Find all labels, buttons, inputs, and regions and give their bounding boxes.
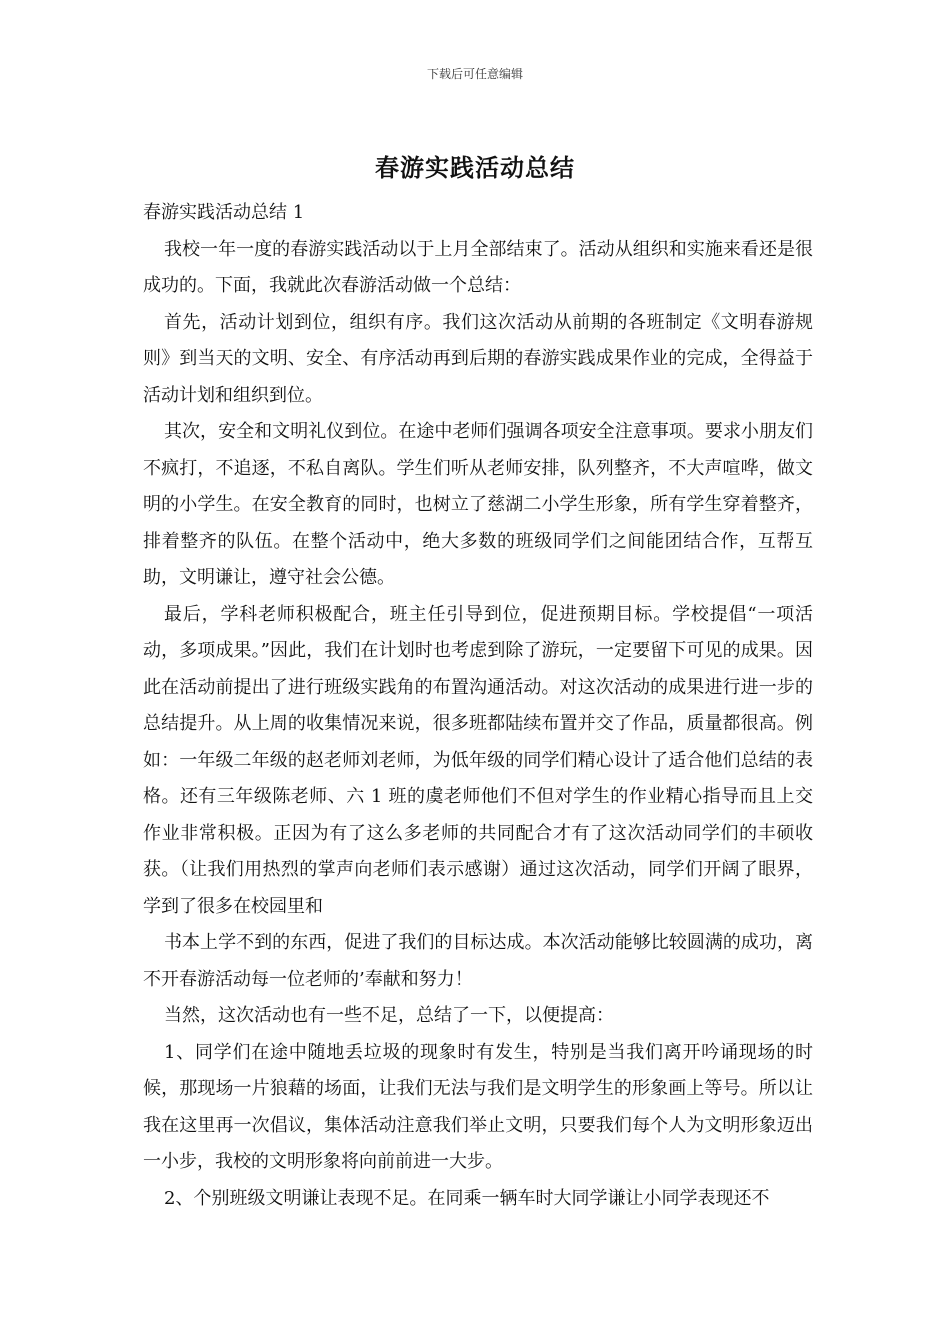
document-body (143, 195, 813, 1217)
paragraph-third-point: 最后，学科老师积极配合，班主任引导到位，促进预期目标。学校提倡“一项活动，多项成果。”因此，我们在计划时也考虑到除了游玩，一定要留下可见的成果。因此在活动前提出了进行班级实践角的布置沟通活动。对这次活动的成果进行进一步的总结提升。从上周的收集情况来说，很多班都陆续布置并交了作品，质量都很高。例如：一年级二年级的赵老师刘老师，为低年级的同学们精心设计了适合他们总结的表格。还有三年级陈老师、六 1 班的虞老师他们不但对学生的作业精心指导而且上交作业非常积极。正因为有了这么多老师的共同配合才有了这次活动同学们的丰硕收获。（让我们用热烈的掌声向老师们表示感谢）通过这次活动，同学们开阔了眼界，学到了很多在校园里和 (143, 603, 813, 917)
paragraph-intro: 我校一年一度的春游实践活动以于上月全部结束了。活动从组织和实施来看还是很成功的。下面，我就此次春游活动做一个总结： (143, 238, 813, 296)
paragraph-first-point: 首先，活动计划到位，组织有序。我们这次活动从前期的各班制定《文明春游规则》到当天的文明、安全、有序活动再到后期的春游实践成果作业的完成，全得益于活动计划和组织到位。 (143, 311, 813, 406)
document-subtitle: 春游实践活动总结 1 (143, 202, 305, 223)
header-note: 下载后可任意编辑 (426, 67, 523, 81)
paragraph-shortcomings-intro: 当然，这次活动也有一些不足，总结了一下，以便提高： (164, 1005, 614, 1026)
paragraph-second-point: 其次，安全和文明礼仪到位。在途中老师们强调各项安全注意事项。要求小朋友们不疯打，不追逐，不私自离队。学生们听从老师安排，队列整齐，不大声喧哗，做文明的小学生。在安全教育的同时，也树立了慈湖二小学生形象，所有学生穿着整齐，排着整齐的队伍。在整个活动中，绝大多数的班级同学们之间能团结合作，互帮互助，文明谦让，遵守社会公德。 (143, 421, 813, 588)
paragraph-shortcoming-2: 2、个别班级文明谦让表现不足。在同乘一辆车时大同学谦让小同学表现还不 (164, 1187, 770, 1209)
document-title: 春游实践活动总结 (375, 153, 575, 182)
paragraph-shortcoming-1: 1、同学们在途中随地丢垃圾的现象时有发生，特别是当我们离开吟诵现场的时候，那现场一片狼藉的场面，让我们无法与我们是文明学生的形象画上等号。所以让我在这里再一次倡议，集体活动注意我们举止文明，只要我们每个人为文明形象迈出一小步，我校的文明形象将向前前进一大步。 (143, 1041, 813, 1172)
paragraph-third-point-continued: 书本上学不到的东西，促进了我们的目标达成。本次活动能够比较圆满的成功，离不开春游活动每一位老师的’奉献和努力！ (143, 932, 813, 990)
